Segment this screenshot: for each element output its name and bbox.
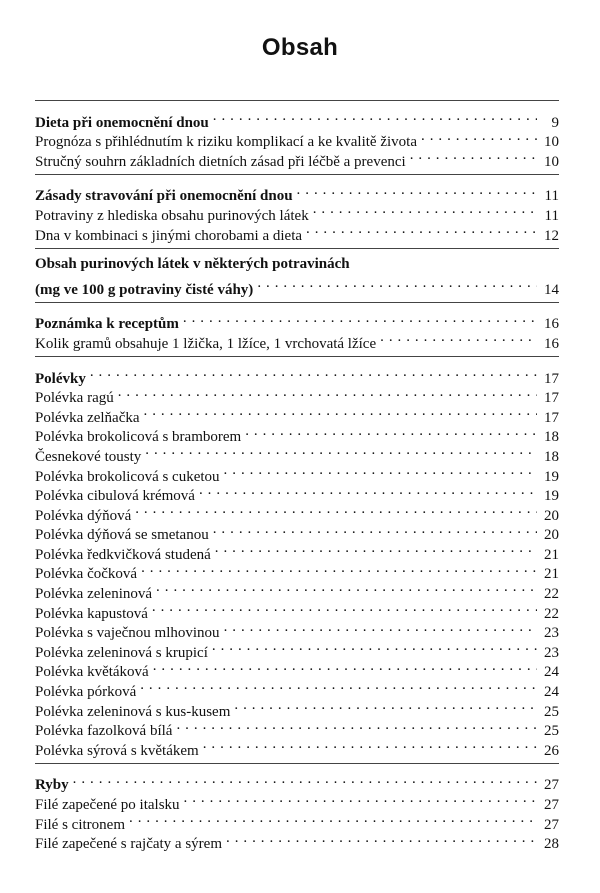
entry-title: Polévky xyxy=(35,370,86,387)
entry-title: Polévka kapustová xyxy=(35,605,148,622)
toc-heading-entry[interactable] xyxy=(35,255,559,275)
entry-title: Polévka sýrová s květákem xyxy=(35,742,199,759)
dot-leader xyxy=(421,127,537,147)
dot-leader xyxy=(144,402,537,422)
entry-title: Česnekové tousty xyxy=(35,448,142,465)
dot-leader xyxy=(213,520,537,540)
page-number: 18 xyxy=(544,429,559,446)
entry-title: Polévka dýňová xyxy=(35,507,132,524)
page-number: 10 xyxy=(544,153,559,170)
entry-title: Polévka zelňačka xyxy=(35,409,140,426)
entry-title: Zásady stravování při onemocnění dnou xyxy=(35,188,293,205)
toc-heading-entry[interactable] xyxy=(35,181,559,205)
dot-leader xyxy=(118,383,537,403)
dot-leader xyxy=(145,441,537,461)
dot-leader xyxy=(176,716,537,736)
dot-leader xyxy=(226,829,537,849)
dot-leader xyxy=(306,220,537,240)
entry-title: Filé zapečené s rajčaty a sýrem xyxy=(35,836,222,853)
page-number: 26 xyxy=(544,742,559,759)
page-number: 18 xyxy=(544,448,559,465)
page-number: 20 xyxy=(544,507,559,524)
toc-heading-entry[interactable] xyxy=(35,309,559,333)
page-number: 21 xyxy=(544,566,559,583)
page-number: 27 xyxy=(544,777,559,794)
entry-title: Polévka květáková xyxy=(35,664,149,681)
dot-leader xyxy=(73,770,537,790)
toc-entry[interactable] xyxy=(35,789,559,813)
entry-title: Polévka ragú xyxy=(35,390,114,407)
entry-title: Polévka zeleninová s kus-kusem xyxy=(35,703,231,720)
dot-leader xyxy=(224,461,537,481)
dot-leader xyxy=(212,637,537,657)
page-number: 17 xyxy=(544,409,559,426)
toc-section xyxy=(35,174,559,244)
entry-title: Stručný souhrn základních dietních zásad při léčbě a prevenci xyxy=(35,153,406,170)
entry-title: Polévka s vaječnou mlhovinou xyxy=(35,625,220,642)
entry-title: Polévka brokolicová s cuketou xyxy=(35,468,220,485)
entry-title: Polévka brokolicová s bramborem xyxy=(35,429,242,446)
table-of-contents xyxy=(35,100,559,853)
dot-leader xyxy=(297,181,537,201)
page-number: 23 xyxy=(544,644,559,661)
dot-leader xyxy=(380,328,537,348)
page-number: 19 xyxy=(544,468,559,485)
toc-section xyxy=(35,763,559,853)
toc-heading-entry[interactable] xyxy=(35,107,559,131)
page-number: 28 xyxy=(544,836,559,853)
page-number: 11 xyxy=(544,207,559,224)
page-title: Obsah xyxy=(261,34,339,61)
entry-title: Prognóza s přihlédnutím k riziku komplikací a ke kvalitě života xyxy=(35,134,417,151)
toc-section xyxy=(35,302,559,352)
dot-leader xyxy=(245,422,537,442)
page-number: 16 xyxy=(544,335,559,352)
dot-leader xyxy=(410,146,537,166)
entry-title: Polévka dýňová se smetanou xyxy=(35,527,209,544)
page-number: 17 xyxy=(544,390,559,407)
toc-heading-entry[interactable] xyxy=(35,274,559,298)
entry-title: Filé s citronem xyxy=(35,816,125,833)
page-number: 14 xyxy=(544,281,559,298)
dot-leader xyxy=(141,559,537,579)
dot-leader xyxy=(234,696,537,716)
page-number: 25 xyxy=(544,723,559,740)
dot-leader xyxy=(199,481,537,501)
dot-leader xyxy=(129,809,537,829)
page-number: 9 xyxy=(551,114,559,131)
dot-leader xyxy=(153,657,537,677)
entry-title: Polévka ředkvičková studená xyxy=(35,546,211,563)
entry-title: Polévka cibulová krémová xyxy=(35,488,195,505)
toc-section xyxy=(35,100,559,170)
dot-leader xyxy=(156,578,537,598)
entry-title: Filé zapečené po italsku xyxy=(35,797,180,813)
dot-leader xyxy=(135,500,537,520)
page-number: 27 xyxy=(544,797,559,813)
page-number: 12 xyxy=(544,227,559,244)
entry-title: Dieta při onemocnění dnou xyxy=(35,114,209,131)
entry-title: Polévka zeleninová xyxy=(35,586,153,603)
dot-leader xyxy=(90,363,537,383)
dot-leader xyxy=(257,274,537,294)
page-number: 21 xyxy=(544,546,559,563)
toc-heading-entry[interactable] xyxy=(35,770,559,794)
page-number: 20 xyxy=(544,527,559,544)
entry-title: Ryby xyxy=(35,777,69,794)
page-number: 25 xyxy=(544,703,559,720)
dot-leader xyxy=(184,789,537,809)
entry-title: Kolik gramů obsahuje 1 lžička, 1 lžíce, 1 vrchovatá lžíce xyxy=(35,335,377,352)
page-number: 11 xyxy=(544,188,559,205)
page-number: 24 xyxy=(544,664,559,681)
dot-leader xyxy=(313,200,537,220)
dot-leader xyxy=(213,107,537,127)
entry-title: Poznámka k receptům xyxy=(35,316,179,333)
entry-title: Polévka pórková xyxy=(35,684,137,701)
entry-title: Obsah purinových látek v některých potravinách xyxy=(35,255,350,272)
toc-section xyxy=(35,356,559,759)
page-number: 17 xyxy=(544,370,559,387)
entry-title: Polévka čočková xyxy=(35,566,138,583)
dot-leader xyxy=(152,598,537,618)
dot-leader xyxy=(140,676,537,696)
entry-title: Polévka zeleninová s krupicí xyxy=(35,644,208,661)
page-number: 23 xyxy=(544,625,559,642)
entry-title: Polévka fazolková bílá xyxy=(35,723,173,740)
toc-entry[interactable] xyxy=(35,383,559,407)
toc-section xyxy=(35,248,559,298)
entry-title: Dna v kombinaci s jinými chorobami a dieta xyxy=(35,227,303,244)
page-number: 16 xyxy=(544,316,559,333)
dot-leader xyxy=(203,735,537,755)
dot-leader xyxy=(183,309,537,329)
dot-leader xyxy=(224,618,537,638)
toc-heading-entry[interactable] xyxy=(35,363,559,387)
page-number: 22 xyxy=(544,586,559,603)
page-number: 24 xyxy=(544,684,559,701)
entry-title: (mg ve 100 g potraviny čisté váhy) xyxy=(35,281,254,298)
dot-leader xyxy=(215,539,537,559)
page-number: 27 xyxy=(544,816,559,833)
page-number: 10 xyxy=(544,134,559,151)
page-number: 19 xyxy=(544,488,559,505)
page-number: 22 xyxy=(544,605,559,622)
entry-title: Potraviny z hlediska obsahu purinových látek xyxy=(35,207,309,224)
